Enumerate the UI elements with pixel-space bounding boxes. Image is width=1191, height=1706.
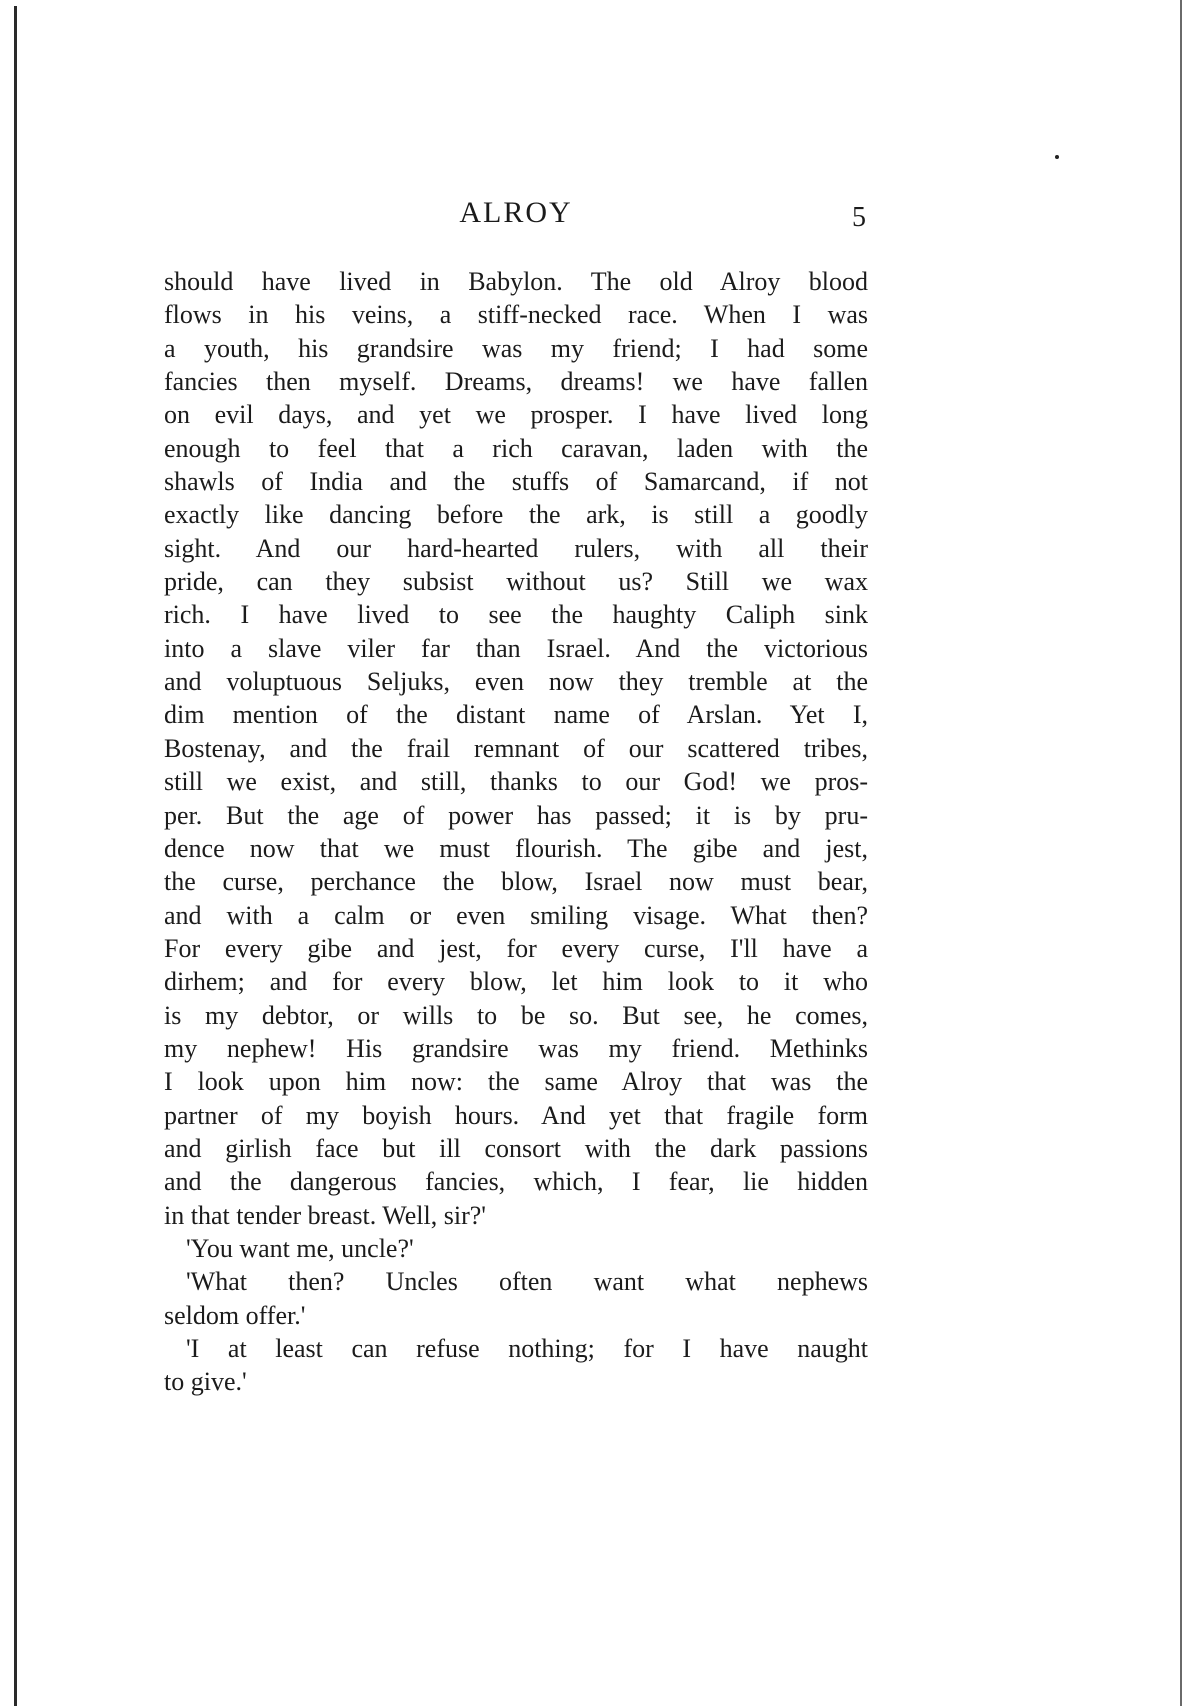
text-line: pride, can they subsist without us? Still we wax <box>164 567 868 597</box>
text-line: and girlish face but ill consort with the dark passions <box>164 1133 868 1163</box>
text-line: 'You want me, uncle?' <box>186 1233 414 1263</box>
text-line: and voluptuous Seljuks, even now they tremble at the <box>164 667 868 697</box>
text-line: still we exist, and still, thanks to our God! we pros- <box>164 767 868 797</box>
text-line: Bostenay, and the frail remnant of our scattered tribes, <box>164 733 868 763</box>
text-line: rich. I have lived to see the haughty Caliph sink <box>164 600 868 630</box>
text-line: For every gibe and jest, for every curse, I'll have a <box>164 933 868 963</box>
text-line: fancies then myself. Dreams, dreams! we have fallen <box>164 367 868 397</box>
text-line: 'I at least can refuse nothing; for I have naught <box>186 1334 868 1363</box>
text-line: shawls of India and the stuffs of Samarcand, if not <box>164 467 868 497</box>
text-line: per. But the age of power has passed; it is by pru- <box>164 800 868 830</box>
text-line: dirhem; and for every blow, let him look to it who <box>164 967 868 997</box>
text-line: seldom offer.' <box>164 1300 306 1330</box>
text-line: partner of my boyish hours. And yet that fragile form <box>164 1100 868 1130</box>
text-line: the curse, perchance the blow, Israel now must bear, <box>164 867 868 897</box>
page-edge-left <box>14 6 17 1706</box>
text-line: is my debtor, or wills to be so. But see, he comes, <box>164 1000 868 1030</box>
text-line: and with a calm or even smiling visage. What then? <box>164 900 868 930</box>
page-edge-right <box>1180 0 1182 1706</box>
text-line: into a slave viler far than Israel. And the victorious <box>164 633 868 663</box>
running-head <box>164 192 868 242</box>
text-line: on evil days, and yet we prosper. I have lived long <box>164 400 868 430</box>
text-line: sight. And our hard-hearted rulers, with all their <box>164 533 868 563</box>
text-line: I look upon him now: the same Alroy that was the <box>164 1067 868 1097</box>
text-line: dim mention of the distant name of Arslan. Yet I, <box>164 700 868 730</box>
running-title: ALROY <box>459 196 573 229</box>
scan-speck <box>1055 155 1059 159</box>
text-line: 'What then? Uncles often want what nephews <box>186 1267 868 1297</box>
text-line: to give.' <box>164 1367 247 1397</box>
text-line: and the dangerous fancies, which, I fear, lie hidden <box>164 1167 868 1197</box>
text-line: a youth, his grandsire was my friend; I had some <box>164 333 868 363</box>
body-text <box>164 265 868 1399</box>
text-line: exactly like dancing before the ark, is still a goodly <box>164 500 868 530</box>
text-line: should have lived in Babylon. The old Alroy blood <box>164 267 868 296</box>
text-line: my nephew! His grandsire was my friend. Methinks <box>164 1033 868 1063</box>
text-line: dence now that we must flourish. The gibe and jest, <box>164 833 868 863</box>
page-number: 5 <box>852 202 866 233</box>
text-line: in that tender breast. Well, sir?' <box>164 1200 486 1230</box>
text-line: flows in his veins, a stiff-necked race. When I was <box>164 300 868 330</box>
text-line: enough to feel that a rich caravan, laden with the <box>164 433 868 463</box>
